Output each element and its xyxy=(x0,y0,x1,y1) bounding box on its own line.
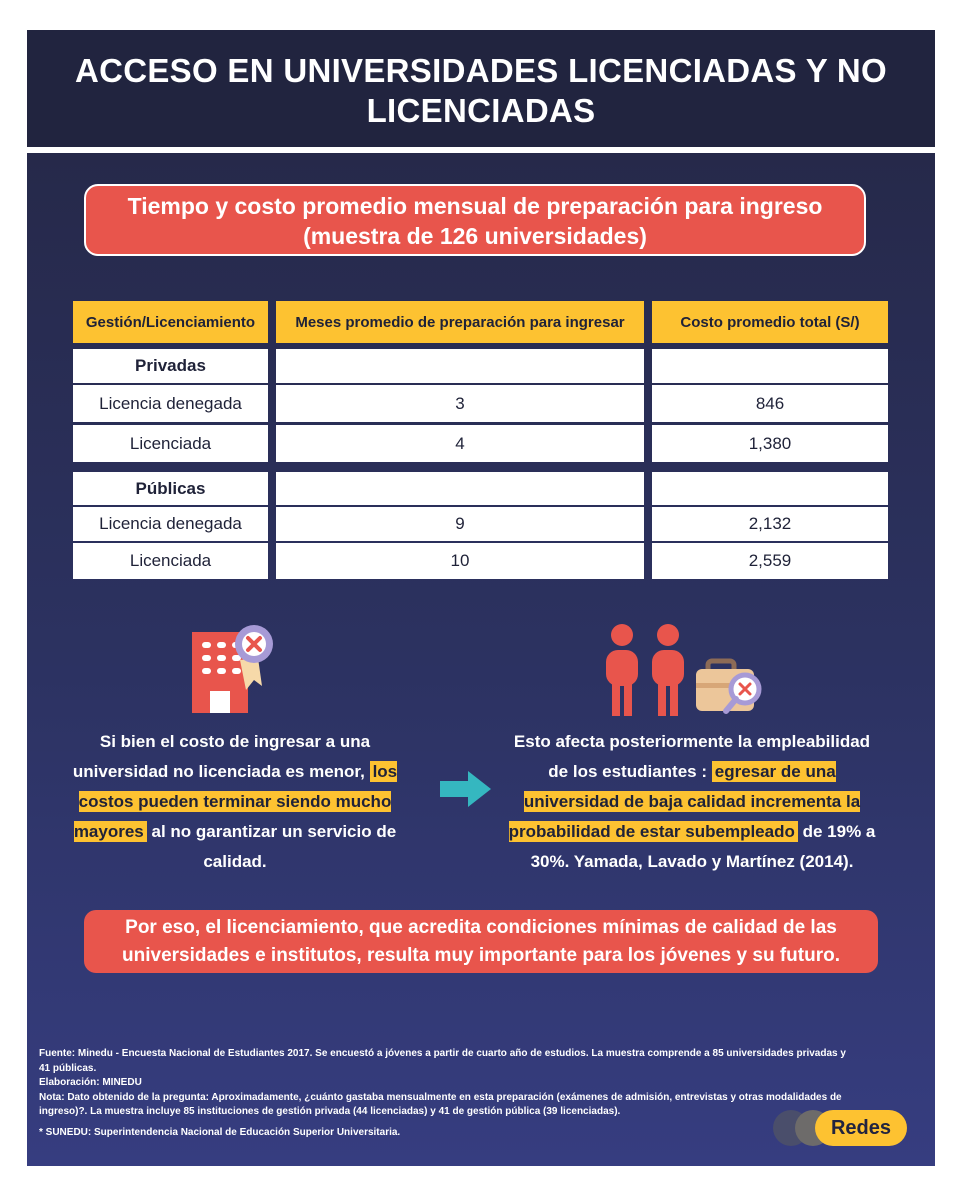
group-label-privadas: Privadas xyxy=(73,349,268,383)
note-nota: Nota: Dato obtenido de la pregunta: Aproximadamente, ¿cuánto gastaba mensualmente en esta preparación (exámenes de admisión, entrevistas y otras modalidades de ingreso)?. La muestra incluye 85 instituciones de gestión privada (44 licenciadas) y 41 de gestión pública (39 licenciadas). xyxy=(39,1091,842,1117)
note-sunedu: * SUNEDU: Superintendencia Nacional de Educación Superior Universitaria. xyxy=(39,1126,401,1138)
page-title: ACCESO EN UNIVERSIDADES LICENCIADAS Y NO LICENCIADAS xyxy=(74,52,888,129)
left-text-part2: al no garantizar un servicio de calidad. xyxy=(151,822,397,871)
row-cost: 846 xyxy=(652,385,888,422)
right-text-part2: de 19% a 30%. Yamada, Lavado y Martínez (2014). xyxy=(530,822,876,871)
row-months: 4 xyxy=(276,425,644,462)
arrow-right-icon xyxy=(440,771,492,807)
table-cell-empty xyxy=(276,472,644,505)
table-header-gestion: Gestión/Licenciamiento xyxy=(73,301,268,343)
note-elaboracion: Elaboración: MINEDU xyxy=(39,1077,142,1088)
left-text-part1: Si bien el costo de ingresar a una universidad no licenciada es menor, xyxy=(72,732,371,781)
table-cell-empty xyxy=(652,472,888,505)
row-months: 10 xyxy=(276,543,644,579)
conclusion-text: Por eso, el licenciamiento, que acredita condiciones mínimas de calidad de las universidades e institutos, resulta muy importante para los jóvenes y su futuro. xyxy=(122,917,840,966)
row-label: Licencia denegada xyxy=(73,385,268,422)
table-cell-empty xyxy=(276,349,644,383)
left-explanation xyxy=(72,727,398,877)
row-cost: 1,380 xyxy=(652,425,888,462)
row-months: 9 xyxy=(276,507,644,541)
row-label: Licenciada xyxy=(73,425,268,462)
conclusion-pill xyxy=(84,910,878,973)
table-header-costo: Costo promedio total (S/) xyxy=(652,301,888,343)
logo-text: Redes xyxy=(815,1110,907,1146)
row-months: 3 xyxy=(276,385,644,422)
left-text-highlight: los costos pueden terminar siendo mucho mayores xyxy=(73,762,398,841)
note-fuente: Fuente: Minedu - Encuesta Nacional de Estudiantes 2017. Se encuestó a jóvenes a partir de cuarto año de estudios. La muestra comprende a 85 universidades privadas y 41 públicas. xyxy=(39,1048,846,1074)
row-label: Licenciada xyxy=(73,543,268,579)
row-cost: 2,132 xyxy=(652,507,888,541)
subtitle-pill xyxy=(84,184,866,256)
group-label-publicas: Públicas xyxy=(73,472,268,505)
row-label: Licencia denegada xyxy=(73,507,268,541)
right-text-part1: Esto afecta posteriormente la empleabilidad de los estudiantes : xyxy=(513,732,871,781)
right-text-highlight: egresar de una universidad de baja calidad incrementa la probabilidad de estar subempleado xyxy=(508,762,861,841)
right-explanation xyxy=(506,727,878,877)
subtitle-text: Tiempo y costo promedio mensual de preparación para ingreso (muestra de 126 universidades) xyxy=(127,193,823,249)
table-header-meses: Meses promedio de preparación para ingresar xyxy=(276,301,644,343)
table-cell-empty xyxy=(652,349,888,383)
header-banner xyxy=(27,30,935,147)
people-briefcase-icon xyxy=(600,623,765,718)
row-cost: 2,559 xyxy=(652,543,888,579)
redes-logo xyxy=(773,1110,908,1147)
university-building-icon xyxy=(190,620,282,715)
footnotes xyxy=(39,1047,849,1140)
